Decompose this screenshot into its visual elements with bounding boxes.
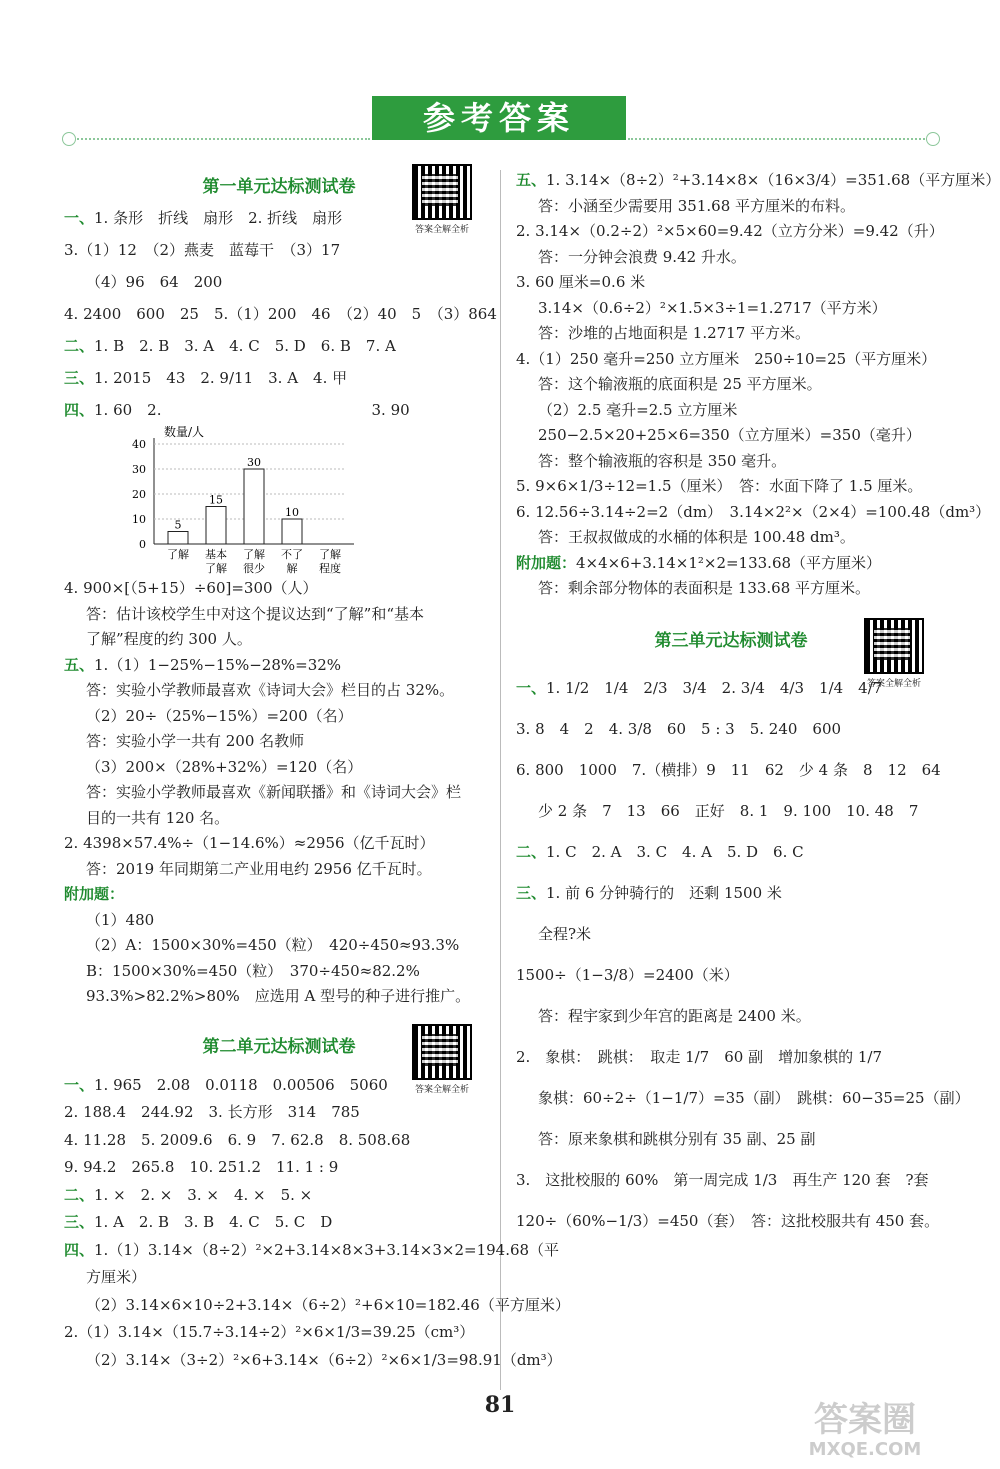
answer-text: （2）3.14×（3÷2）²×6+3.14×（6÷2）²×6×1/3=98.91（dm³） bbox=[86, 1350, 562, 1369]
answer-line bbox=[64, 362, 494, 394]
answer-text: 全程?米 bbox=[538, 924, 592, 943]
answer-line bbox=[516, 750, 946, 791]
answer-text: （3）200×（28%+32%）=120（名） bbox=[86, 757, 363, 776]
answer-text: （2）2.5 毫升=2.5 立方厘米 bbox=[538, 400, 738, 419]
answer-text: 2. 188.4 244.92 3. 长方形 314 785 bbox=[64, 1103, 360, 1121]
x-tick-label: 了解 bbox=[319, 548, 341, 561]
answer-line bbox=[64, 806, 494, 832]
answer-line bbox=[516, 551, 946, 577]
right-column bbox=[516, 168, 1000, 1242]
x-tick-label: 程度 bbox=[319, 562, 341, 575]
section-label: 二、 bbox=[64, 337, 95, 355]
answer-text: （1）480 bbox=[86, 910, 155, 929]
answer-text: 93.3%>82.2%>80% 应选用 A 型号的种子进行推广。 bbox=[86, 987, 471, 1005]
bar-value-label: 5 bbox=[174, 518, 182, 532]
answer-line bbox=[64, 576, 494, 602]
answer-text: （2）3.14×6×10÷2+3.14×（6÷2）²+6×10=182.46（平方厘米） bbox=[86, 1295, 570, 1314]
answer-text: 答：原来象棋和跳棋分别有 35 副、25 副 bbox=[538, 1129, 816, 1148]
chart-ylabel: 数量/人 bbox=[164, 426, 205, 439]
qr-caption: 答案全解全析 bbox=[414, 1084, 469, 1095]
answer-text: 1. 条形 折线 扇形 2. 折线 扇形 bbox=[94, 209, 343, 227]
answer-line bbox=[516, 709, 946, 750]
answer-text: 9. 94.2 265.8 10. 251.2 11. 1 : 9 bbox=[64, 1158, 339, 1176]
answer-line bbox=[516, 245, 946, 271]
answer-line bbox=[64, 627, 494, 653]
section-label: 三、 bbox=[64, 369, 95, 387]
answer-line bbox=[64, 1099, 494, 1127]
answer-text: （4）96 64 200 bbox=[86, 273, 223, 291]
x-tick-label: 了解 bbox=[205, 562, 227, 575]
unit2-title: 第二单元达标测试卷 bbox=[202, 1036, 356, 1057]
column-divider bbox=[500, 170, 501, 1390]
answer-line bbox=[516, 955, 946, 996]
answer-text: 1.（1）1−25%−15%−28%=32% bbox=[94, 655, 342, 674]
answer-text: 1. C 2. A 3. C 4. A 5. D 6. C bbox=[546, 842, 804, 861]
answer-line bbox=[64, 602, 494, 628]
answer-line bbox=[64, 266, 494, 298]
section-label: 二、 bbox=[64, 1185, 95, 1204]
answer-line bbox=[516, 1160, 946, 1201]
section-label: 五、 bbox=[64, 655, 95, 674]
section-label: 一、 bbox=[516, 678, 547, 697]
answer-line bbox=[516, 791, 946, 832]
answer-line bbox=[516, 1119, 946, 1160]
bar bbox=[168, 532, 188, 545]
y-tick-label: 40 bbox=[132, 438, 146, 451]
answer-text: 答：一分钟会浪费 9.42 升水。 bbox=[538, 247, 746, 266]
answer-line bbox=[516, 525, 946, 551]
unit2-answers bbox=[64, 1072, 570, 1375]
answer-line bbox=[516, 576, 946, 602]
answer-line bbox=[516, 372, 946, 398]
answer-line bbox=[516, 1037, 946, 1078]
answer-line bbox=[516, 1078, 970, 1119]
answer-text: 答：实验小学一共有 200 名教师 bbox=[86, 732, 305, 750]
unit3-title: 第三单元达标测试卷 bbox=[654, 630, 808, 651]
answer-line bbox=[516, 832, 946, 873]
section-label: 四、 bbox=[64, 1240, 95, 1259]
answer-text: 少 2 条 7 13 66 正好 8. 1 9. 100 10. 48 7 bbox=[538, 801, 919, 820]
answer-text: 250−2.5×20+25×6=350（立方厘米）=350（毫升） bbox=[538, 426, 921, 444]
x-tick-label: 了解 bbox=[167, 548, 189, 561]
answer-text: 1500÷（1−3/8）=2400（米） bbox=[516, 965, 739, 984]
answer-text: 4×4×6+3.14×1²×2=133.68（平方厘米） bbox=[576, 553, 882, 572]
qr-caption: 答案全解全析 bbox=[414, 225, 469, 235]
answer-line bbox=[516, 168, 1000, 194]
answer-text: 3. 8 4 2 4. 3/8 60 5 : 3 5. 240 600 bbox=[516, 719, 842, 738]
divider-dot-left bbox=[62, 132, 76, 146]
divider-dot-right bbox=[926, 132, 940, 146]
answer-text: （2）20÷（25%−15%）=200（名） bbox=[86, 706, 353, 725]
answer-line bbox=[64, 882, 494, 908]
page-title: 参考答案 bbox=[372, 96, 626, 140]
answer-line bbox=[64, 1209, 494, 1237]
answer-line bbox=[516, 398, 946, 424]
qr-code-icon[interactable] bbox=[408, 164, 476, 235]
answer-line bbox=[64, 831, 494, 857]
answer-line bbox=[64, 1264, 494, 1292]
answer-text: 答：这个输液瓶的底面积是 25 平方厘米。 bbox=[538, 375, 822, 393]
answer-line bbox=[64, 933, 494, 959]
header-divider-right bbox=[628, 138, 928, 140]
y-tick-label: 30 bbox=[132, 463, 146, 476]
answer-line bbox=[516, 321, 946, 347]
answer-text: 答：小涵至少需要用 351.68 平方厘米的布料。 bbox=[538, 196, 856, 215]
section-label: 三、 bbox=[516, 883, 547, 902]
bar-chart bbox=[64, 426, 494, 576]
answer-text: 1. B 2. B 3. A 4. C 5. D 6. B 7. A bbox=[94, 337, 396, 355]
answer-text: 方厘米） bbox=[86, 1268, 147, 1286]
answer-line bbox=[64, 704, 494, 730]
answer-line bbox=[516, 500, 991, 526]
bar-value-label: 30 bbox=[247, 456, 261, 469]
section-label: 一、 bbox=[64, 1075, 95, 1094]
answer-line bbox=[64, 678, 494, 704]
answer-text: 答：王叔叔做成的水桶的体积是 100.48 dm³。 bbox=[538, 528, 855, 546]
section-label: 一、 bbox=[64, 209, 95, 227]
qr-code-icon[interactable] bbox=[408, 1024, 476, 1095]
y-tick-label: 20 bbox=[132, 488, 146, 501]
answer-line bbox=[64, 1237, 560, 1265]
answer-text: 4.（1）250 毫升=250 立方厘米 250÷10=25（平方厘米） bbox=[516, 349, 937, 368]
x-tick-label: 了解 bbox=[243, 548, 265, 561]
answer-line bbox=[64, 984, 494, 1010]
answer-text: 1. 前 6 分钟骑行的 还剩 1500 米 bbox=[546, 883, 782, 902]
x-tick-label: 不了 bbox=[281, 548, 303, 561]
bar-value-label: 15 bbox=[209, 493, 223, 507]
answer-text: 4. 900×[（5+15）÷60]=300（人） bbox=[64, 579, 318, 597]
answer-text: B：1500×30%=450（粒） 370÷450≈82.2% bbox=[86, 961, 420, 980]
x-tick-label: 解 bbox=[286, 562, 298, 575]
answer-line bbox=[64, 1154, 494, 1182]
answer-text: 6. 12.56÷3.14÷2=2（dm） 3.14×2²×（2×4）=100.48（dm³） bbox=[516, 502, 991, 521]
answer-line bbox=[516, 873, 946, 914]
bar-value-label: 10 bbox=[285, 506, 299, 519]
answer-text: 1. 3.14×（8÷2）²+3.14×8×（16×3/4）=351.68（平方厘米） bbox=[546, 171, 1000, 189]
answer-text: 1. 965 2.08 0.0118 0.00506 5060 bbox=[94, 1075, 388, 1094]
answer-line bbox=[516, 194, 946, 220]
answer-text: （2）A：1500×30%=450（粒） 420÷450≈93.3% bbox=[86, 936, 460, 954]
section-label: 三、 bbox=[64, 1213, 95, 1231]
answer-text: 2. 4398×57.4%÷（1−14.6%）≈2956（亿千瓦时） bbox=[64, 834, 435, 852]
unit2-answers-right bbox=[516, 168, 1000, 602]
bar bbox=[282, 519, 302, 544]
answer-text: 1. 60 2. 3. 90 bbox=[94, 401, 410, 419]
answer-text: 3.（1）12 （2）燕麦 蓝莓干 （3）17 bbox=[64, 241, 341, 259]
qr-code-icon[interactable] bbox=[860, 618, 928, 689]
section-label: 附加题： bbox=[64, 885, 125, 903]
answer-line bbox=[64, 1319, 494, 1347]
answer-line bbox=[64, 1292, 570, 1320]
answer-line bbox=[64, 908, 494, 934]
answer-line bbox=[516, 347, 946, 373]
answer-line bbox=[64, 330, 494, 362]
unit1-answers-cont bbox=[64, 576, 494, 1010]
answer-line bbox=[64, 1127, 494, 1155]
answer-line bbox=[516, 1201, 946, 1242]
watermark-logo: 答案圈 MXQE.COM bbox=[808, 1400, 922, 1460]
answer-text: 答：剩余部分物体的表面积是 133.68 平方厘米。 bbox=[538, 579, 871, 597]
answer-line bbox=[64, 1182, 494, 1210]
answer-text: 1. 2015 43 2. 9/11 3. A 4. 甲 bbox=[94, 369, 348, 387]
answer-text: 1. A 2. B 3. B 4. C 5. C D bbox=[94, 1213, 333, 1231]
section-label: 附加题： bbox=[516, 553, 577, 572]
answer-text: 目的一共有 120 名。 bbox=[86, 808, 230, 827]
answer-line bbox=[64, 394, 494, 426]
answer-line bbox=[64, 780, 494, 806]
answer-text: 答：程宇家到少年宫的距离是 2400 米。 bbox=[538, 1006, 811, 1025]
y-tick-label: 10 bbox=[132, 513, 146, 526]
answer-line bbox=[516, 219, 946, 245]
answer-text: 1.（1）3.14×（8÷2）²×2+3.14×8×3+3.14×3×2=194.68（平 bbox=[94, 1240, 560, 1259]
answer-text: 2. 3.14×（0.2÷2）²×5×60=9.42（立方分米）=9.42（升） bbox=[516, 222, 944, 240]
answer-line bbox=[64, 653, 494, 679]
answer-line bbox=[64, 234, 494, 266]
section-label: 四、 bbox=[64, 401, 95, 419]
answer-text: 3.14×（0.6÷2）²×1.5×3÷1=1.2717（平方米） bbox=[538, 298, 887, 317]
answer-line bbox=[64, 298, 497, 330]
bar bbox=[206, 507, 226, 545]
x-tick-label: 基本 bbox=[205, 548, 227, 561]
unit3-answers bbox=[516, 668, 970, 1242]
answer-line bbox=[516, 449, 946, 475]
unit1-title: 第一单元达标测试卷 bbox=[202, 177, 356, 197]
x-tick-label: 很少 bbox=[243, 562, 265, 575]
answer-line bbox=[516, 474, 946, 500]
bar bbox=[244, 469, 264, 544]
answer-text: 5. 9×6×1/3÷12=1.5（厘米） 答：水面下降了 1.5 厘米。 bbox=[516, 477, 923, 495]
answer-text: 答：沙堆的占地面积是 1.2717 平方米。 bbox=[538, 324, 811, 342]
header-divider-left bbox=[70, 138, 370, 140]
section-label: 二、 bbox=[516, 842, 547, 861]
answer-text: 4. 11.28 5. 2009.6 6. 9 7. 62.8 8. 508.68 bbox=[64, 1130, 411, 1149]
answer-line bbox=[64, 857, 494, 883]
answer-text: 1. × 2. × 3. × 4. × 5. × bbox=[94, 1185, 313, 1204]
answer-text: 2.（1）3.14×（15.7÷3.14÷2）²×6×1/3=39.25（cm³） bbox=[64, 1323, 475, 1341]
answer-text: 4. 2400 600 25 5.（1）200 46 （2）40 5 （3）864 bbox=[64, 305, 497, 323]
answer-text: 答：实验小学教师最喜欢《新闻联播》和《诗词大会》栏 bbox=[86, 783, 462, 801]
page-number: 81 bbox=[484, 1392, 516, 1418]
section-label: 五、 bbox=[516, 171, 547, 189]
answer-line bbox=[516, 296, 946, 322]
answer-line bbox=[64, 1347, 562, 1375]
answer-text: 120÷（60%−1/3）=450（套） 答：这批校服共有 450 套。 bbox=[516, 1211, 940, 1230]
unit1-answers bbox=[64, 202, 497, 426]
answer-text: 2. 象棋： 跳棋： 取走 1/7 60 副 增加象棋的 1/7 bbox=[516, 1047, 882, 1066]
y-tick-label: 0 bbox=[139, 538, 146, 551]
answer-text: 3. 60 厘米=0.6 米 bbox=[516, 273, 646, 291]
answer-text: 6. 800 1000 7.（横排）9 11 62 少 4 条 8 12 64 bbox=[516, 760, 941, 779]
answer-line bbox=[516, 996, 946, 1037]
answer-text: 3. 这批校服的 60% 第一周完成 1/3 再生产 120 套 ?套 bbox=[516, 1170, 929, 1189]
answer-text: 象棋：60÷2÷（1−1/7）=35（副） 跳棋：60−35=25（副） bbox=[538, 1088, 970, 1107]
answer-text: 答：实验小学教师最喜欢《诗词大会》栏目的占 32%。 bbox=[86, 681, 455, 699]
answer-text: 答：估计该校学生中对这个提议达到“了解”和“基本 bbox=[86, 604, 425, 623]
answer-text: 答：整个输液瓶的容积是 350 毫升。 bbox=[538, 451, 787, 470]
answer-line bbox=[516, 914, 946, 955]
answer-text: 答：2019 年同期第二产业用电约 2956 亿千瓦时。 bbox=[86, 859, 432, 878]
answer-line bbox=[64, 729, 494, 755]
answer-line bbox=[64, 959, 494, 985]
answer-line bbox=[64, 755, 494, 781]
chart-svg bbox=[64, 426, 364, 576]
answer-line bbox=[516, 270, 946, 296]
qr-caption: 答案全解全析 bbox=[866, 678, 921, 689]
answer-text: 了解”程度的约 300 人。 bbox=[86, 630, 252, 648]
answer-text: 1. 1/2 1/4 2/3 3/4 2. 3/4 4/3 1/4 4/7 bbox=[546, 678, 883, 697]
answer-line bbox=[516, 423, 946, 449]
